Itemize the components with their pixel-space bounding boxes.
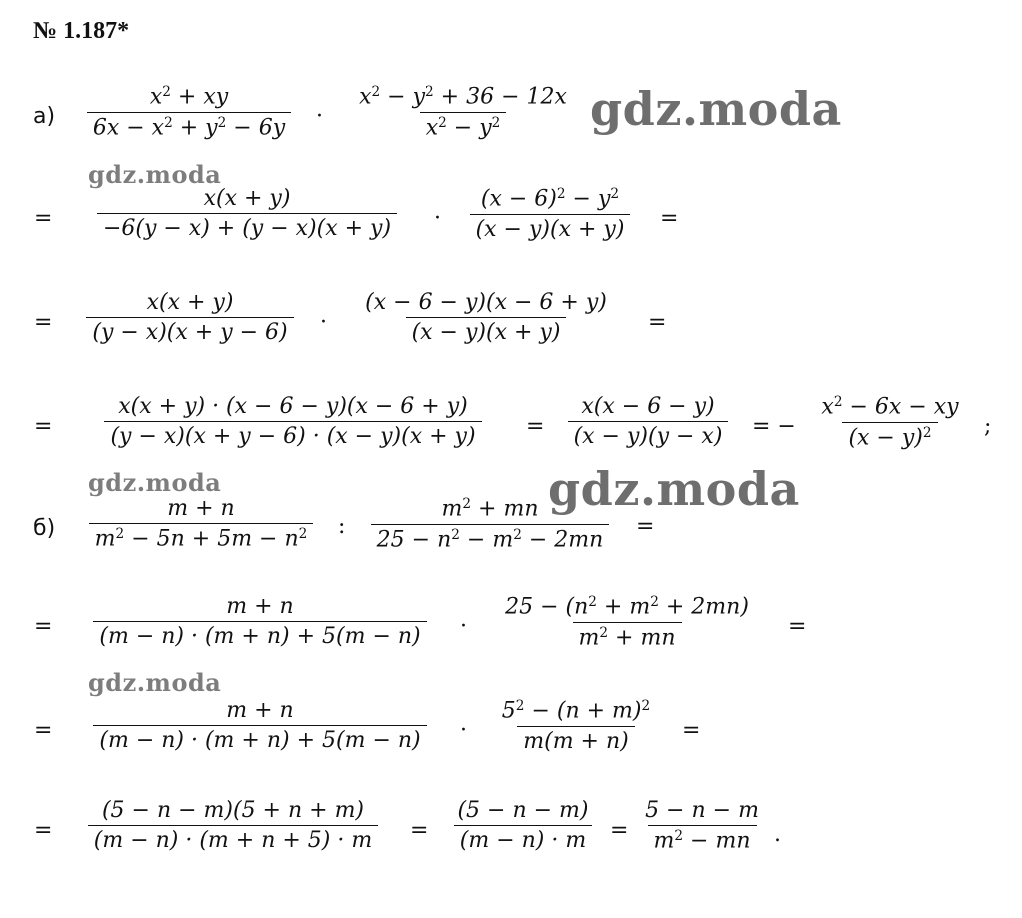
b1-f2-numerator: $m^2$ + mn <box>441 496 539 522</box>
a4-f1-denominator: (y − x)(x + y − 6) · (x − y)(x + y) <box>104 421 481 449</box>
b4-fraction-3 <box>632 798 772 854</box>
a4-semicolon: ; <box>984 414 992 439</box>
part-b-label: б) <box>33 516 56 541</box>
b4-period: . <box>774 822 781 847</box>
b4-f2-numerator: (5 − n − m) <box>457 798 589 823</box>
b1-f1-numerator: m + n <box>167 496 235 521</box>
a3-fraction-2 <box>338 290 634 345</box>
b4-f3-denominator: $m^2$ − mn <box>648 825 757 854</box>
a1-f2-denominator: $x^2 - y^2$ <box>420 112 507 141</box>
a4-f2-denominator: (x − y)(y − x) <box>568 421 729 449</box>
b1-fraction-1 <box>70 496 332 552</box>
a2-equals: = <box>34 206 53 231</box>
a3-f1-numerator: x(x + y) <box>146 290 234 315</box>
watermark-large: gdz.moda <box>548 462 800 516</box>
a2-f2-denominator: (x − y)(x + y) <box>470 214 631 242</box>
a4-f3-denominator: $(x - y)^2$ <box>842 422 937 451</box>
a1-f1-numerator: $x^2$ + xy <box>149 84 229 110</box>
a3-f2-denominator: (x − y)(x + y) <box>406 317 567 345</box>
b3-f1-denominator: (m − n) · (m + n) + 5(m − n) <box>93 725 426 753</box>
b4-f1-numerator: (5 − n − m)(5 + n + m) <box>101 798 365 823</box>
a4-fraction-2 <box>550 394 746 449</box>
a3-equals: = <box>34 310 53 335</box>
a3-f2-numerator: (x − 6 − y)(x − 6 + y) <box>365 290 607 315</box>
a4-equals-3: = − <box>752 414 796 439</box>
a1-fraction-1 <box>70 84 308 140</box>
a1-f1-denominator: $6x - x^2 + y^2 - 6y$ <box>87 112 291 141</box>
b4-equals-3: = <box>610 818 629 843</box>
b3-equals-end: = <box>682 718 701 743</box>
b2-equals: = <box>34 614 53 639</box>
a2-f1-denominator: −6(y − x) + (y − x)(x + y) <box>97 213 397 241</box>
a4-f2-numerator: x(x − 6 − y) <box>581 394 715 419</box>
b2-f1-denominator: (m − n) · (m + n) + 5(m − n) <box>93 621 426 649</box>
b4-fraction-2 <box>440 798 606 853</box>
a4-f3-numerator: $x^2 - 6x$ − xy <box>821 394 959 420</box>
part-a-label: а) <box>33 104 56 129</box>
watermark-small: gdz.moda <box>88 468 222 497</box>
a3-equals-end: = <box>648 310 667 335</box>
a1-f2-numerator: $x^2 - y^2 + 36 - 12x$ <box>359 84 567 110</box>
b1-equals-end: = <box>636 514 655 539</box>
a2-equals-end: = <box>660 206 679 231</box>
b4-equals: = <box>34 818 53 843</box>
b1-f1-denominator: $m^2 - 5n + 5m - n^2$ <box>89 523 314 552</box>
b2-f1-numerator: m + n <box>226 594 294 619</box>
problem-number: № 1.187* <box>33 18 130 44</box>
a2-f2-numerator: $(x - 6)^2 - y^2$ <box>480 186 620 212</box>
watermark-small: gdz.moda <box>88 668 222 697</box>
b3-multiply-sign: · <box>460 718 467 743</box>
a2-f1-numerator: x(x + y) <box>203 186 291 211</box>
a2-fraction-2 <box>452 186 648 242</box>
b3-fraction-1 <box>68 698 452 753</box>
a4-fraction-3 <box>800 394 980 450</box>
a3-f1-denominator: (y − x)(x + y − 6) <box>86 317 293 345</box>
watermark-small: gdz.moda <box>88 160 222 189</box>
b4-f1-denominator: (m − n) · (m + n + 5) · m <box>88 825 378 853</box>
b3-fraction-2 <box>478 698 674 754</box>
b2-f2-denominator: $m^2$ + mn <box>573 622 682 651</box>
a4-fraction-1 <box>68 394 518 449</box>
a4-equals-2: = <box>526 414 545 439</box>
a1-fraction-2 <box>334 84 592 140</box>
b4-f3-numerator: 5 − n − m <box>645 798 759 823</box>
b2-fraction-1 <box>68 594 452 649</box>
b2-multiply-sign: · <box>460 614 467 639</box>
b1-f2-denominator: $25 - n^2 - m^2 - 2mn$ <box>371 524 610 553</box>
b3-f2-numerator: $5^2 - (n + m)^2$ <box>501 698 651 724</box>
b2-f2-numerator: $25 - (n^2 + m^2 + 2mn)$ <box>505 594 749 620</box>
watermark-large: gdz.moda <box>590 82 842 136</box>
a2-multiply-sign: · <box>434 206 441 231</box>
b3-f2-denominator: m(m + n) <box>517 726 634 754</box>
b4-equals-2: = <box>410 818 429 843</box>
b3-equals: = <box>34 718 53 743</box>
b3-f1-numerator: m + n <box>226 698 294 723</box>
b2-fraction-2 <box>478 594 776 650</box>
a4-f1-numerator: x(x + y) · (x − 6 − y)(x − 6 + y) <box>118 394 468 419</box>
b4-f2-denominator: (m − n) · m <box>454 825 592 853</box>
a2-fraction-1 <box>68 186 426 241</box>
a3-fraction-1 <box>68 290 312 345</box>
b2-equals-end: = <box>788 614 807 639</box>
a4-equals: = <box>34 414 53 439</box>
b4-fraction-1 <box>68 798 398 853</box>
a1-multiply-sign: · <box>316 104 323 129</box>
a3-multiply-sign: · <box>320 310 327 335</box>
b1-divide-sign: : <box>338 514 346 539</box>
